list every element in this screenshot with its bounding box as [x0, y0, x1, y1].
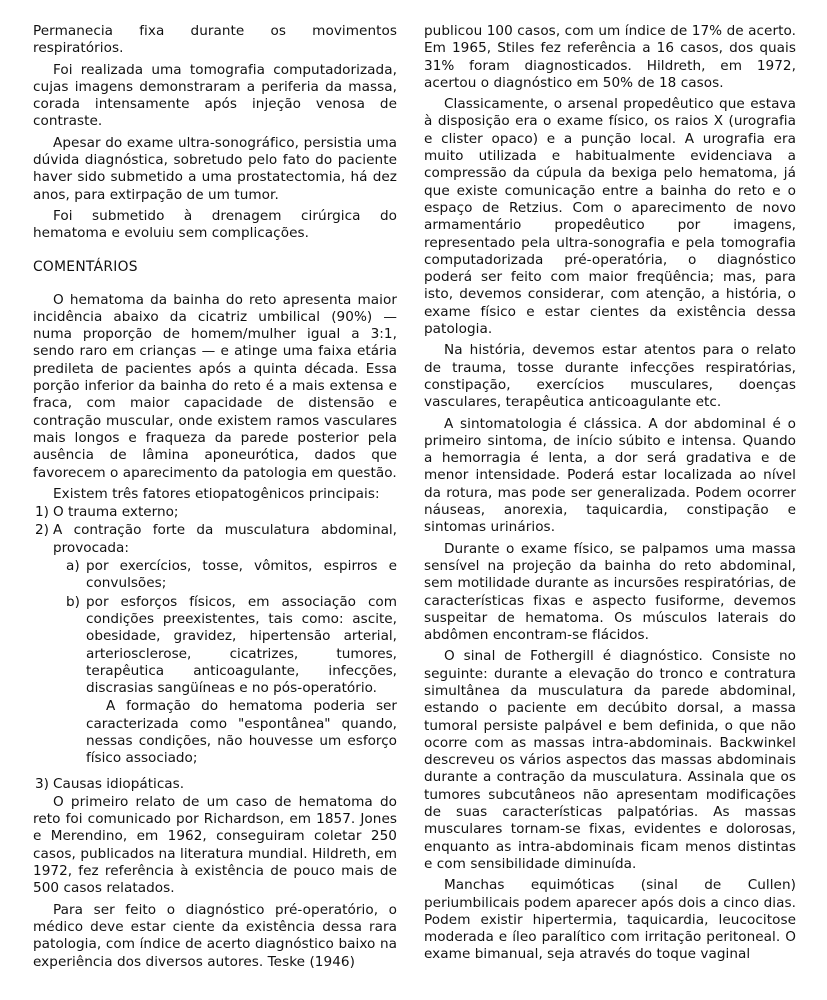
paragraph: O primeiro relato de um caso de hematoma do reto foi comunicado por Richardson, em 1857. Jones e Merendino, em 1962, conseguiram coletar 250 casos, publicados na literatura mundial. Hildreth, em 1972, fez referência à existência de pouco mais de 500 casos relatados. [33, 793, 397, 897]
paragraph: Na história, devemos estar atentos para o relato de trauma, tosse durante infecções respiratórias, constipação, exercícios musculares, doenças vasculares, terapêutica anticoagulante etc. [424, 342, 796, 411]
paragraph: Manchas equimóticas (sinal de Cullen) periumbilicais podem aparecer após dois a cinco dias. Podem existir hipertermia, taquicardia, leucocitose moderada e íleo paralítico com irritação peritoneal. O exame bimanual, seja através do toque vaginal [424, 877, 796, 963]
list-item [33, 594, 397, 698]
factors-intro: Existem três fatores etiopatogênicos principais: [53, 485, 380, 502]
paragraph: publicou 100 casos, com um índice de 17% de acerto. Em 1965, Stiles fez referência a 16 casos, dos quais 31% foram diagnosticados. Hildreth, em 1972, acertou o diagnóstico em 50% de 18 casos. [424, 23, 796, 91]
section-heading: COMENTÁRIOS [33, 258, 138, 275]
list-item [33, 776, 397, 793]
list-marker: 3) [35, 775, 49, 792]
paragraph: Durante o exame físico, se palpamos uma massa sensível na projeção da bainha do reto abdominal, sem motilidade durante as incursões respiratórias, de características fixas e aspecto fusiforme, devemos suspeitar de hematoma. Os músculos laterais do abdômen encontram-se flácidos. [424, 540, 796, 644]
list-text: por exercícios, tosse, vômitos, espirros e convulsões; [86, 558, 397, 592]
right-column [424, 23, 796, 968]
paragraph: A sintomatologia é clássica. A dor abdominal é o primeiro sintoma, de início súbito e intensa. Quando a hemorragia é lenta, a dor será gradativa e de menor intensidade. Poderá estar localizada ao nível da rotura, mas pode ser generalizada. Podem ocorrer náuseas, anorexia, taquicardia, constipação e sintomas urinários. [424, 415, 796, 536]
list-text: A contração forte da musculatura abdominal, provocada: [53, 522, 397, 556]
list-marker: a) [66, 558, 80, 575]
list-text: Causas idiopáticas. [53, 775, 185, 792]
list-marker: 2) [35, 522, 49, 539]
paragraph: O sinal de Fothergill é diagnóstico. Consiste no seguinte: durante a elevação do tronco e contratura simultânea da musculatura da parede abdominal, estando o paciente em decúbito dorsal, a massa tumoral persiste palpável e bem definida, o que não ocorre com as massas intra-abdominais. Backwinkel descreveu os vários aspectos das massas abdominais durante a contração da musculatura. Assinala que os tumores subcutâneos não apresentam modificações de suas características palpatórias. As massas musculares tornam-se fixas, evidentes e dolorosas, enquanto as intra-abdominais ficam menos distintas e com sensibilidade diminuída. [424, 648, 796, 872]
paragraph: Foi submetido à drenagem cirúrgica do hematoma e evoluiu sem complicações. [33, 207, 397, 242]
left-column [33, 23, 397, 975]
list-item [33, 504, 397, 521]
paragraph: Apesar do exame ultra-sonográfico, persistia uma dúvida diagnóstica, sobretudo pelo fato do paciente haver sido submetido a uma prostatectomia, há dez anos, para extirpação de um tumor. [33, 134, 397, 203]
list-item [33, 558, 397, 593]
paragraph: Classicamente, o arsenal propedêutico que estava à disposição era o exame físico, os raios X (urografia e clister opaco) e a punção local. A urografia era muito utilizada e habitualmente evidenciava a compressão da cúpula da bexiga pelo hematoma, já que existe comunicação entre a bainha do reto e o espaço de Retzius. Com o aparecimento de novo armamentário propedêutico por imagens, representado pela ultra-sonografia e pela tomografia computadorizada pré-operatória, o diagnóstico poderá ser feito com maior freqüência; mas, para isto, devemos considerar, com atenção, a história, o exame físico e estar cientes da existência dessa patologia. [424, 96, 796, 338]
paragraph: Foi realizada uma tomografia computadorizada, cujas imagens demonstraram a periferia da massa, corada intensamente após injeção venosa de contraste. [33, 61, 397, 130]
list-text: O trauma externo; [53, 504, 179, 521]
list-marker: 1) [35, 504, 49, 521]
list-note: A formação do hematoma poderia ser caracterizada como "espontânea" quando, nessas condições, não houvesse um esforço físico associado; [86, 698, 397, 767]
list-text: por esforços físicos, em associação com condições preexistentes, tais como: ascite, obesidade, gravidez, hipertensão arterial, arteriosclerose, cicatrizes, tumores, terapêutica anticoagulante, infecções, discrasias sangüíneas e no pós-operatório. [86, 593, 397, 697]
paragraph: O hematoma da bainha do reto apresenta maior incidência abaixo da cicatriz umbilical (90%) — numa proporção de homem/mulher igual a 3:1, sendo raro em crianças — e atinge uma faixa etária predileta de pacientes após a quinta década. Essa porção inferior da bainha do reto é a mais extensa e fraca, com maior capacidade de distensão e contração muscular, onde existem ramos vasculares mais longos e fraqueza da parede posterior pela ausência de lâmina aponeurótica, dados que favorecem o aparecimento da patologia em questão. [33, 291, 397, 481]
paragraph: Permanecia fixa durante os movimentos respiratórios. [33, 23, 397, 57]
list-marker: b) [66, 593, 80, 610]
list-item [33, 522, 397, 557]
paragraph: Para ser feito o diagnóstico pré-operatório, o médico deve estar ciente da existência dessa rara patologia, com índice de acerto diagnóstico baixo na experiência dos diversos autores. Teske (1946) [33, 901, 397, 970]
